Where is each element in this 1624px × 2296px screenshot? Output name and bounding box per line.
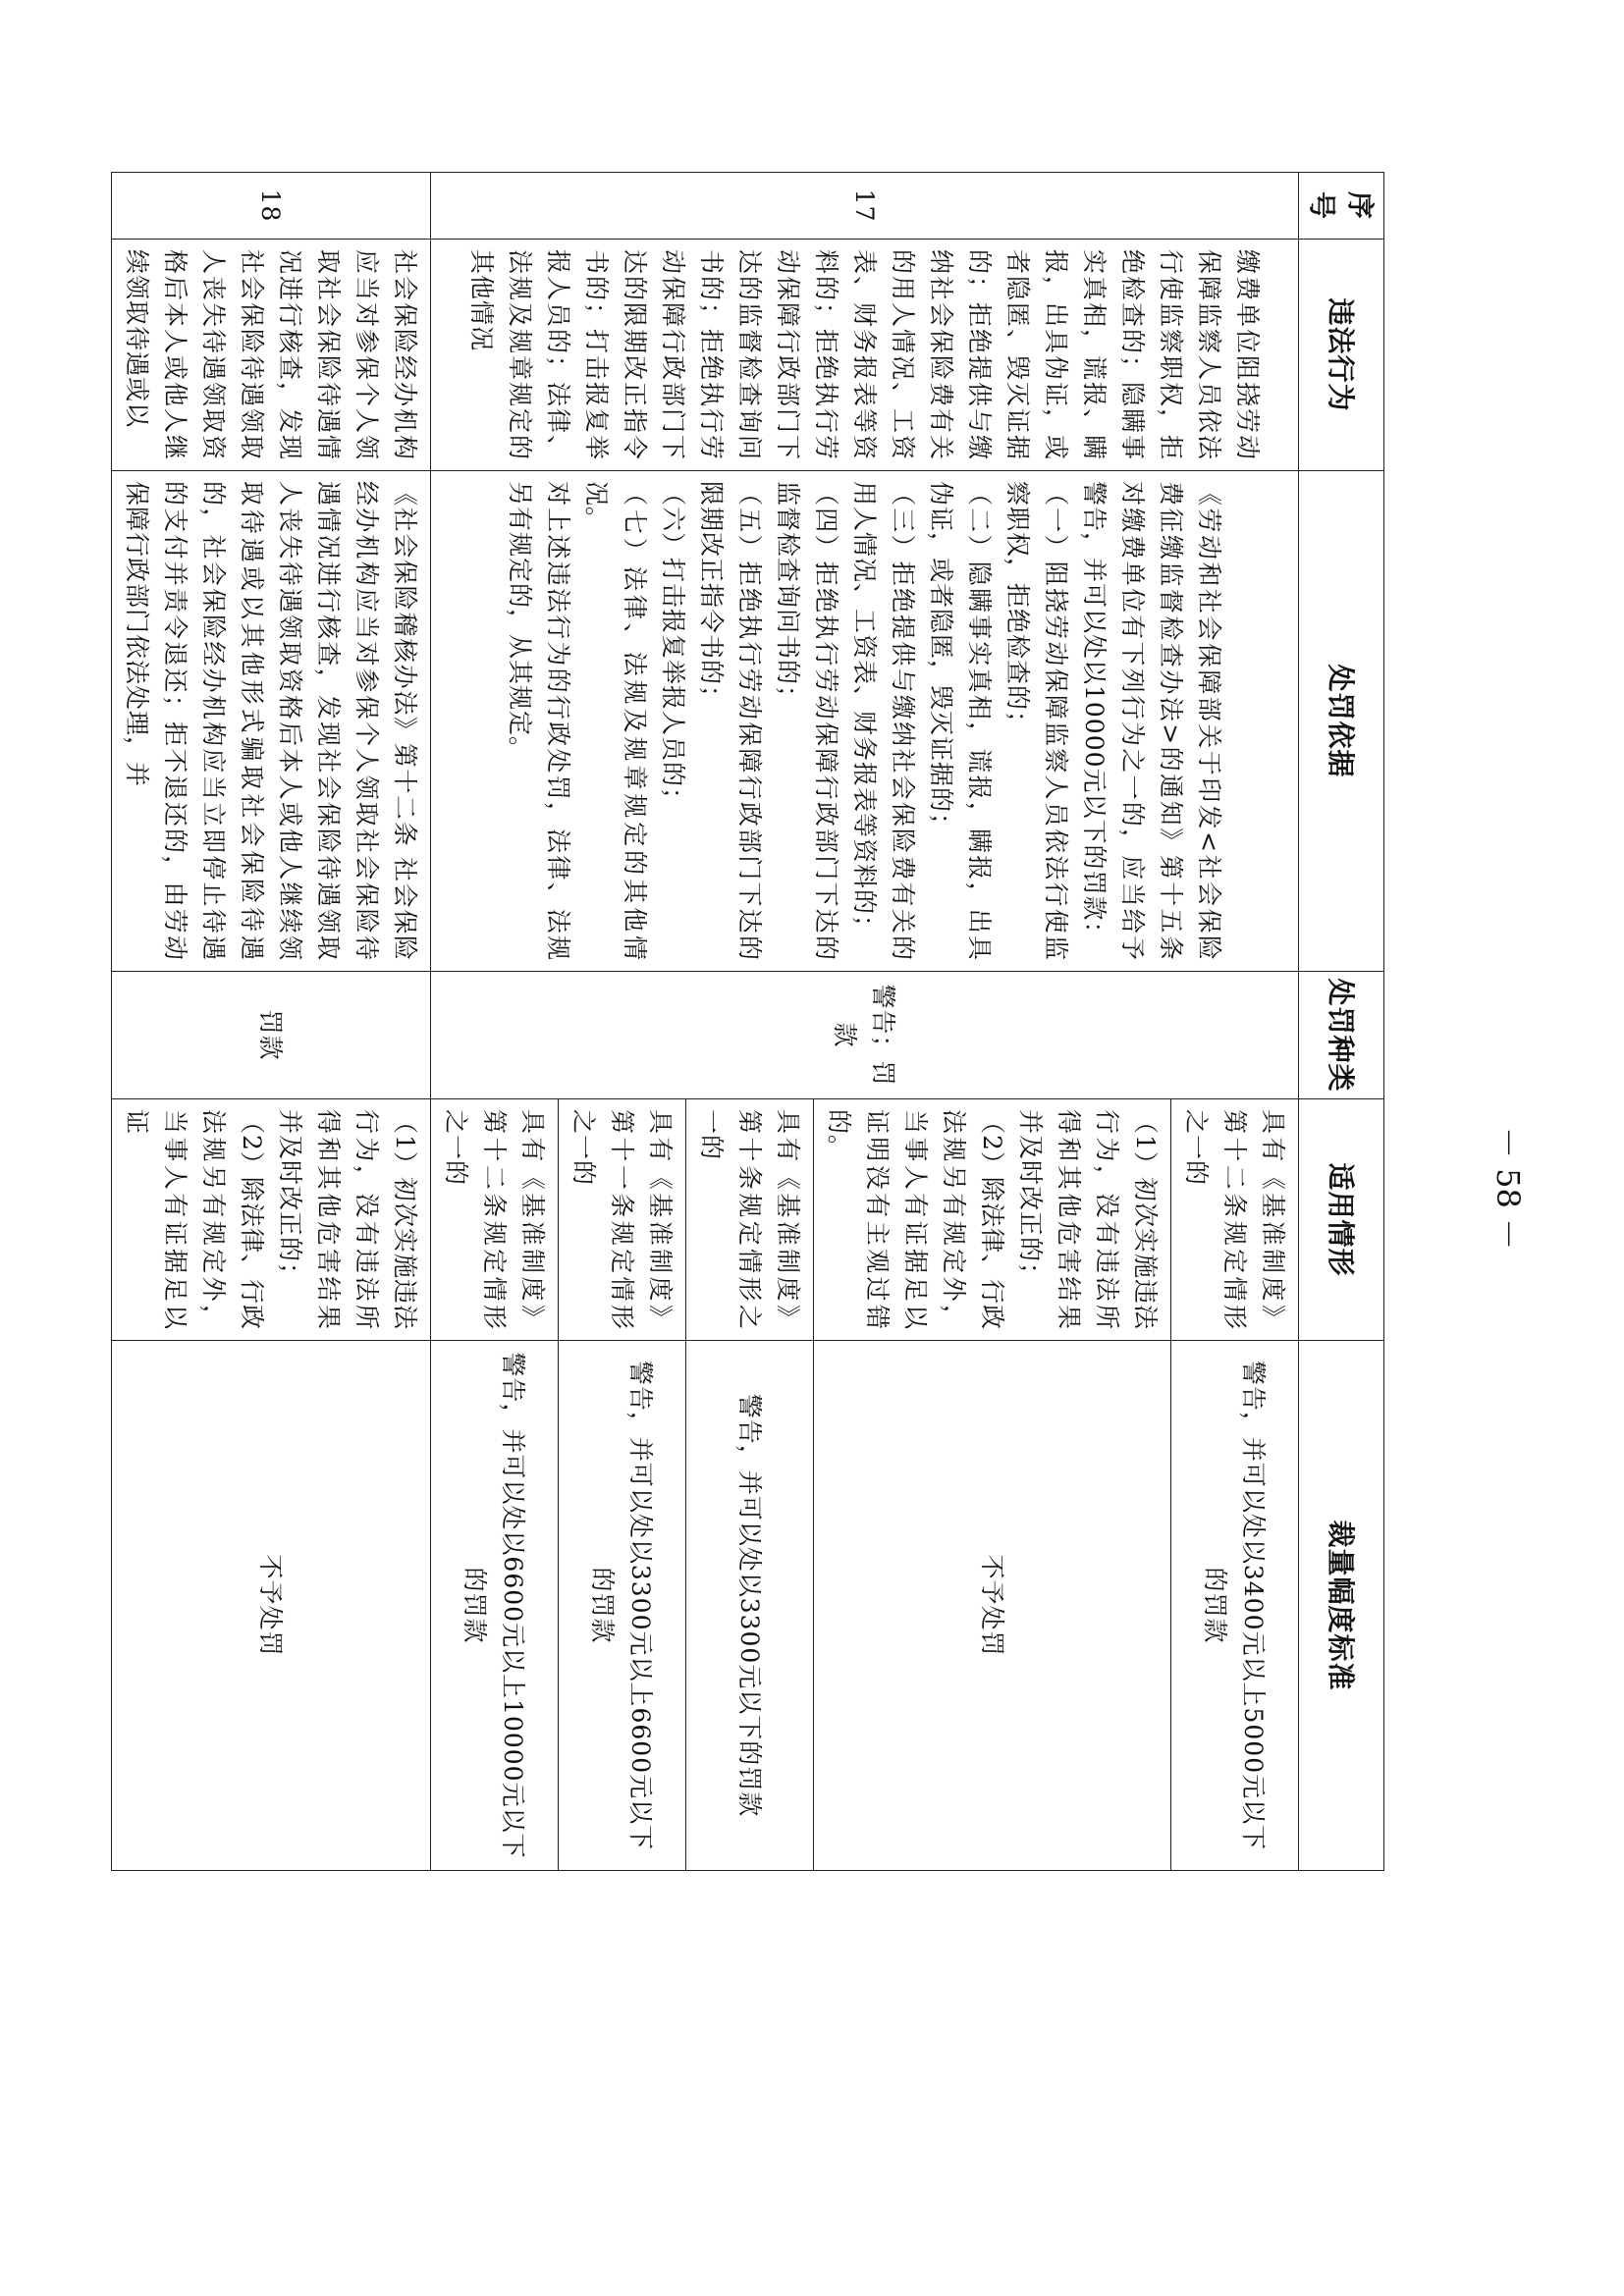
row-18-situation-1: （1）初次实施违法行为，没有违法所得和其他危害结果并及时改正的； （2）除法律、行政法规另有规定外，当事人有证据足以证 (112, 1099, 431, 1341)
row-18-basis: 《社会保险稽核办法》第十二条 社会保险经办机构应当对参保个人领取社会保险待遇情况进行核查，发现社会保险待遇领取人丧失待遇领取资格后本人或他人继续领取待遇或以其他形式骗取社会保险待遇的，社会保险经办机构应当立即停止待遇的支付并责令退还；拒不退还的，由劳动保障行政部门依法处理，并 (112, 471, 431, 972)
row-17-standard-3: 警告，并可以处以3300元以下的罚款 (686, 1341, 814, 1871)
row-18-standard-1: 不予处罚 (112, 1341, 431, 1871)
header-standard: 裁量幅度标准 (1299, 1341, 1384, 1871)
row-18-type: 罚款 (112, 972, 431, 1099)
row-17-situation-3: 具有《基准制度》第十条规定情形之一的 (686, 1099, 814, 1341)
row-17-no: 17 (431, 173, 1299, 240)
table-header-row (1299, 173, 1384, 1871)
header-no: 序号 (1299, 173, 1384, 240)
penalty-table (111, 172, 1384, 1871)
row-17-standard-1: 警告，并可以处以3400元以上5000元以下的罚款 (1171, 1341, 1299, 1871)
row-17-basis: 《劳动和社会保障部关于印发<社会保险费征缴监督检查办法>的通知》第十五条对缴费单位有下列行为之一的，应当给予警告，并可以处以10000元以下的罚款： （一）阻挠劳动保障监察人员依法行使监察职权，拒绝检查的； （二）隐瞒事实真相，谎报，瞒报，出具伪证，或者隐匿，毁灭证据的； （三）拒绝提供与缴纳社会保险费有关的用人情况、工资表、财务报表等资料的； （四）拒绝执行劳动保障行政部门下达的监督检查询问书的； （五）拒绝执行劳动保障行政部门下达的限期改正指令书的； （六）打击报复举报人员的； （七）法律、法规及规章规定的其他情况。 对上述违法行为的行政处罚，法律、法规另有规定的，从其规定。 (431, 471, 1299, 972)
row-17-situation-5: 具有《基准制度》第十二条规定情形之一的 (431, 1099, 559, 1341)
row-17-standard-4: 警告，并可以处以3300元以上6600元以下的罚款 (559, 1341, 686, 1871)
rotated-table-sheet (123, 172, 1384, 1870)
row-17-situation-1: 具有《基准制度》第十二条规定情形之一的 (1171, 1099, 1299, 1341)
row-18-behavior: 社会保险经办机构应当对参保个人领取社会保险待遇情况进行核查，发现社会保险待遇领取人丧失待遇领取资格后本人或他人继续领取待遇或以 (112, 240, 431, 471)
header-situation: 适用情形 (1299, 1099, 1384, 1341)
row-17-type: 警告；罚款 (431, 972, 1299, 1099)
row-17-standard-2: 不予处罚 (814, 1341, 1171, 1871)
header-type: 处罚种类 (1299, 972, 1384, 1099)
row-17-situation-2: （1）初次实施违法行为，没有违法所得和其他危害结果并及时改正的； （2）除法律、行政法规另有规定外，当事人有证据足以证明没有主观过错的。 (814, 1099, 1171, 1341)
row-17-situation-4: 具有《基准制度》第十一条规定情形之一的 (559, 1099, 686, 1341)
header-basis: 处罚依据 (1299, 471, 1384, 972)
row-18-no: 18 (112, 173, 431, 240)
row-17-standard-5: 警告，并可以处以6600元以上10000元以下的罚款 (431, 1341, 559, 1871)
table-row (112, 173, 431, 1871)
row-17-behavior: 缴费单位阻挠劳动保障监察人员依法行使监察职权，拒绝检查的；隐瞒事实真相，谎报、瞒报，出具伪证，或者隐匿、毁灭证据的；拒绝提供与缴纳社会保险费有关的用人情况、工资表、财务报表等资料的；拒绝执行劳动保障行政部门下达的监督检查询问书的；拒绝执行劳动保障行政部门下达的限期改正指令书的；打击报复举报人员的；法律、法规及规章规定的其他情况 (431, 240, 1299, 471)
page-number: － 58 － (1489, 1127, 1527, 1251)
header-behavior: 违法行为 (1299, 240, 1384, 471)
table-row (1171, 173, 1299, 1871)
